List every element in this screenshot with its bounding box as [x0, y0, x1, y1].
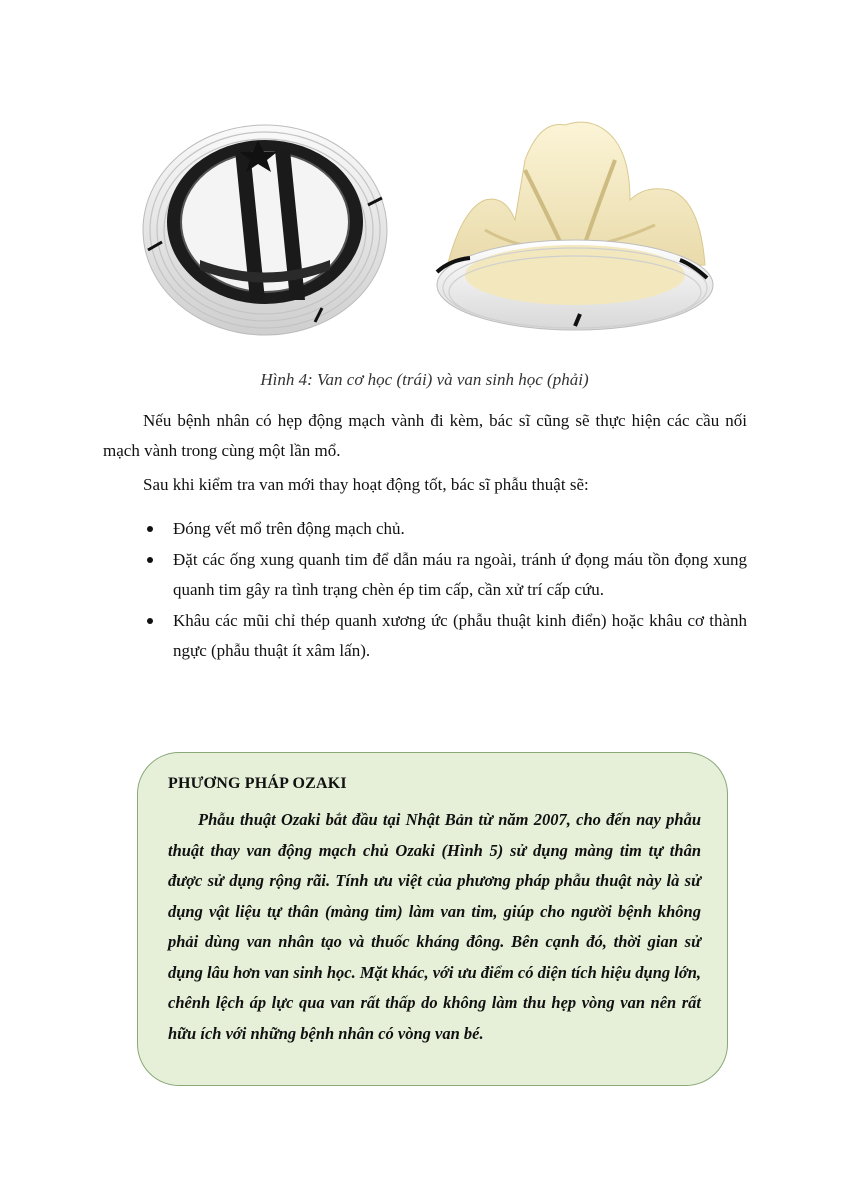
callout-title: PHƯƠNG PHÁP OZAKI — [168, 775, 347, 792]
paragraph-after-check: Sau khi kiểm tra van mới thay hoạt động tốt, bác sĩ phẫu thuật sẽ: — [143, 475, 589, 494]
bullet-icon — [147, 526, 153, 532]
biological-valve-image — [425, 100, 715, 345]
list-item-text: Đặt các ống xung quanh tim để dẫn máu ra ngoài, tránh ứ đọng máu tồn đọng xung quanh tim gây ra tình trạng chèn ép tim cấp, cần xử trí cấp cứu. — [173, 550, 747, 599]
list-item-text: Khâu các mũi chỉ thép quanh xương ức (phẫu thuật kinh điển) hoặc khâu cơ thành ngực (phẫu thuật ít xâm lấn). — [173, 611, 747, 660]
bullet-icon — [147, 618, 153, 624]
bullet-icon — [147, 557, 153, 563]
mechanical-valve-image — [140, 110, 390, 340]
list-item — [103, 606, 747, 666]
figure-caption: Hình 4: Van cơ học (trái) và van sinh học (phải) — [260, 370, 589, 389]
callout-text: Phẫu thuật Ozaki bắt đầu tại Nhật Bản từ năm 2007, cho đến nay phẫu thuật thay van động mạch chủ Ozaki (Hình 5) sử dụng màng tim tự thân được sử dụng rộng rãi. Tính ưu việt của phương pháp phẫu thuật này là sử dụng vật liệu tự thân (màng tim) làm van tim, giúp cho người bệnh không phải dùng van nhân tạo và thuốc kháng đông. Bên cạnh đó, thời gian sử dụng lâu hơn van sinh học. Mặt khác, với ưu điểm có diện tích hiệu dụng lớn, chênh lệch áp lực qua van rất thấp do không làm thu hẹp vòng van nên rất hữu ích với những bệnh nhân có vòng van bé. — [168, 810, 701, 1043]
paragraph-coronary-bypass: Nếu bệnh nhân có hẹp động mạch vành đi kèm, bác sĩ cũng sẽ thực hiện các cầu nối mạch vành trong cùng một lần mổ. — [103, 411, 747, 460]
ozaki-callout-box — [137, 752, 728, 1086]
list-item-text: Đóng vết mổ trên động mạch chủ. — [173, 519, 405, 538]
list-item — [103, 514, 747, 544]
procedure-steps-list — [103, 514, 747, 667]
list-item — [103, 545, 747, 605]
figure-images — [130, 100, 730, 350]
